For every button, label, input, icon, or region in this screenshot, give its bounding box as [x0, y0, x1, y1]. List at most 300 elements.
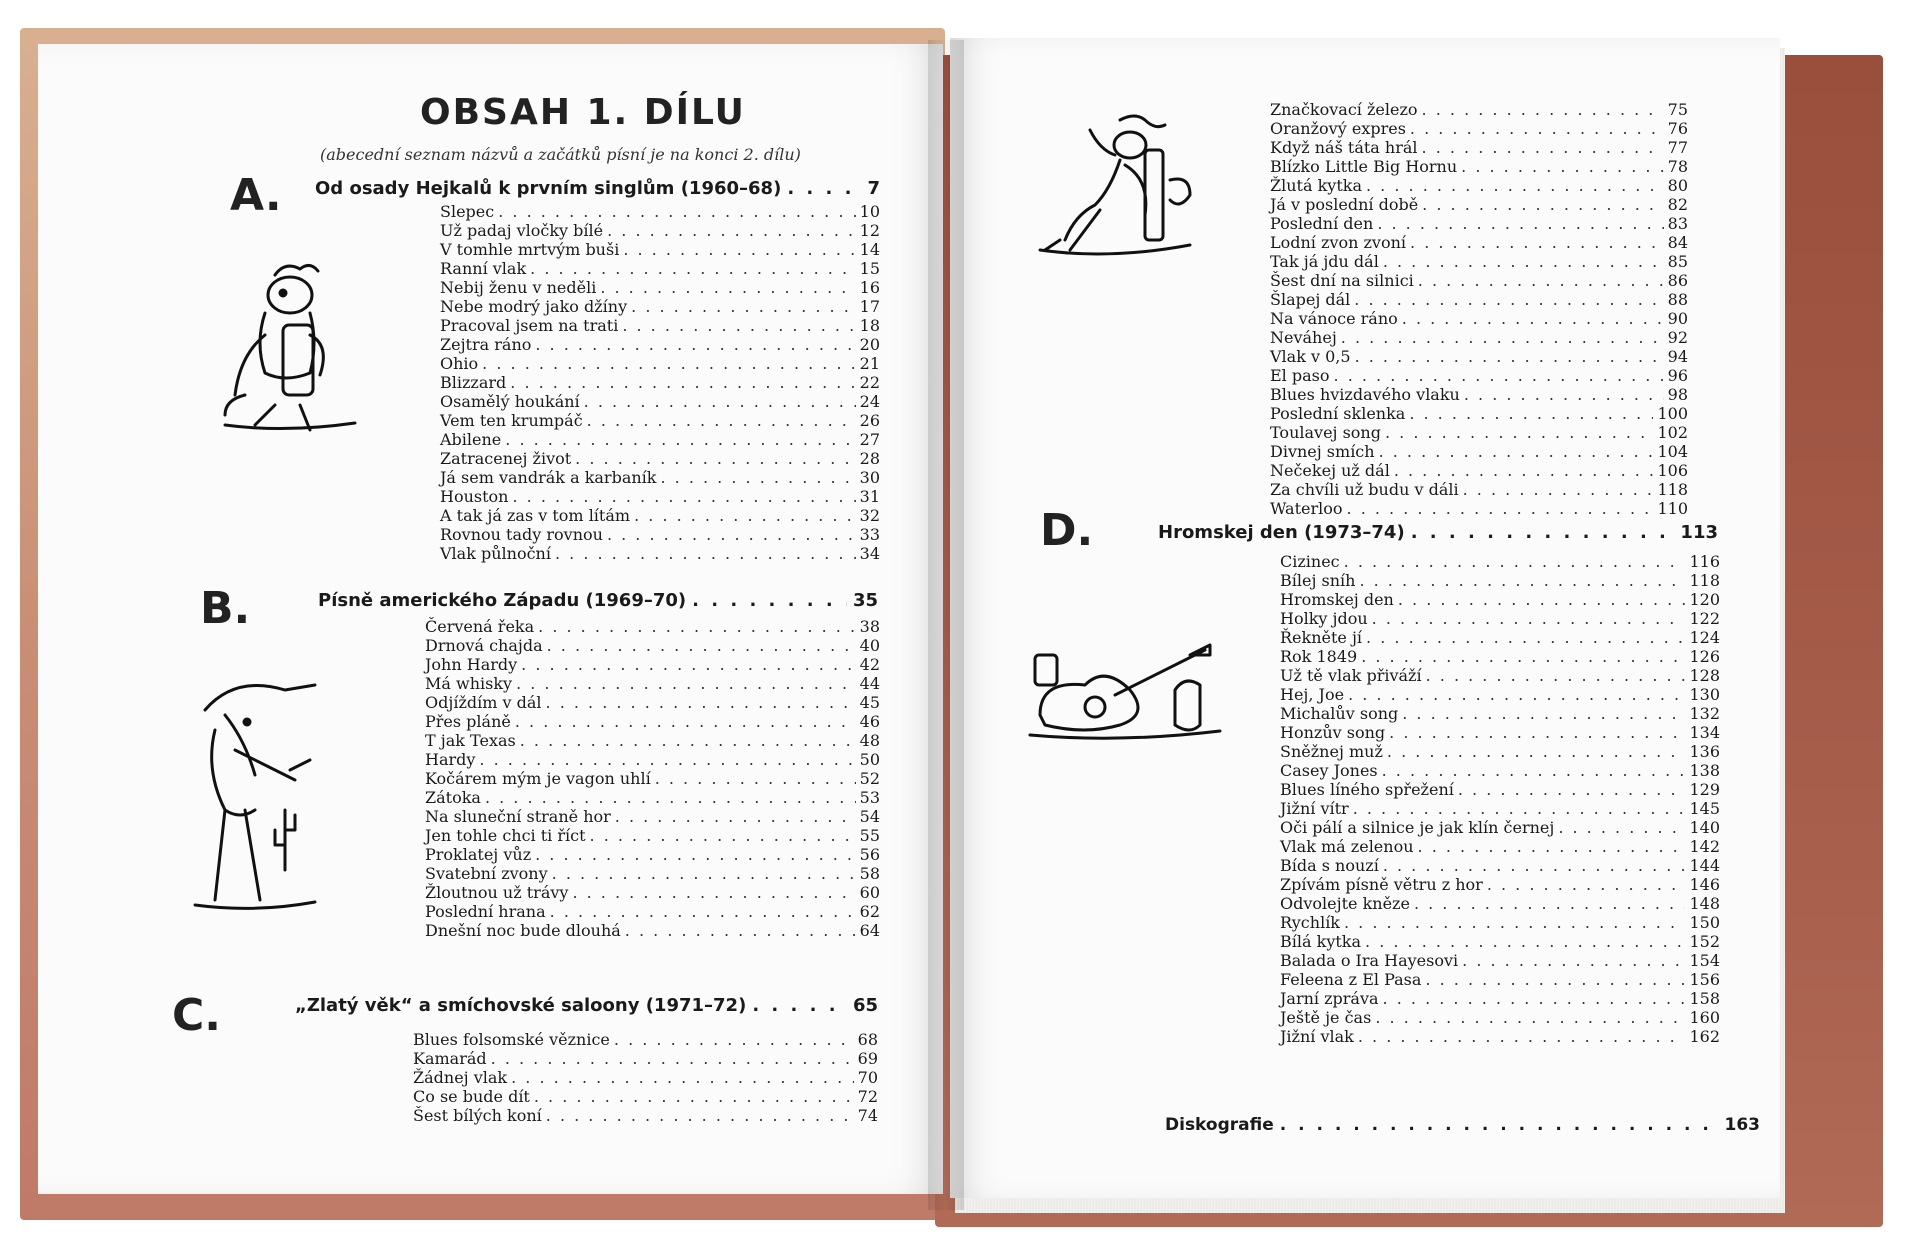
song-title: Přes pláně [425, 712, 511, 731]
toc-entry [1280, 704, 1720, 723]
song-page-number: 15 [859, 259, 880, 278]
leader-dots [623, 240, 855, 259]
toc-entry [1280, 780, 1720, 799]
song-page-number: 138 [1689, 761, 1720, 780]
leader-dots [787, 178, 861, 199]
song-page-number: 53 [859, 788, 880, 807]
toc-entry [413, 1049, 878, 1068]
toc-entry [425, 655, 880, 674]
leader-dots [1461, 157, 1663, 176]
song-title: Blues folsomské věznice [413, 1030, 610, 1049]
toc-entry [1280, 666, 1720, 685]
toc-entry [440, 297, 880, 316]
song-page-number: 24 [859, 392, 880, 411]
discography-entry [1165, 1115, 1760, 1135]
song-page-number: 56 [859, 845, 880, 864]
leader-dots [1375, 1008, 1685, 1027]
leader-dots [1402, 309, 1664, 328]
leader-dots [584, 392, 856, 411]
leader-dots [1385, 423, 1653, 442]
song-title: Vlak půlnoční [440, 544, 551, 563]
song-title: Blues líného spřežení [1280, 780, 1454, 799]
song-page-number: 52 [859, 769, 880, 788]
leader-dots [1418, 271, 1664, 290]
leader-dots [547, 636, 856, 655]
toc-entry [1270, 404, 1688, 423]
song-title: Ranní vlak [440, 259, 527, 278]
song-page-number: 12 [859, 221, 880, 240]
song-title: Jen tohle chci ti říct [425, 826, 586, 845]
discography-page: 163 [1724, 1115, 1760, 1135]
leader-dots [1383, 252, 1664, 271]
leader-dots [1348, 685, 1685, 704]
song-page-number: 18 [859, 316, 880, 335]
song-title: Odjíždím v dál [425, 693, 542, 712]
song-page-number: 96 [1667, 366, 1688, 385]
leader-dots [1383, 856, 1686, 875]
song-title: Michalův song [1280, 704, 1399, 723]
cartoon-fiddler-illustration [185, 670, 325, 920]
song-page-number: 26 [859, 411, 880, 430]
song-title: Poslední hrana [425, 902, 546, 921]
toc-entry [1270, 290, 1688, 309]
toc-entry [1270, 442, 1688, 461]
song-page-number: 122 [1689, 609, 1720, 628]
song-page-number: 16 [859, 278, 880, 297]
song-page-number: 116 [1689, 552, 1720, 571]
song-title: A tak já zas v tom lítám [440, 506, 631, 525]
leader-dots [1425, 970, 1685, 989]
leader-dots [622, 316, 855, 335]
leader-dots [1462, 951, 1685, 970]
page-title: OBSAH 1. DÍLU [420, 92, 746, 133]
toc-entry [1270, 423, 1688, 442]
toc-entry [1280, 761, 1720, 780]
leader-dots [555, 544, 856, 563]
song-page-number: 145 [1689, 799, 1720, 818]
toc-entry [425, 731, 880, 750]
cartoon-jumping-cowboy-illustration [1020, 110, 1210, 270]
song-title: Zejtra ráno [440, 335, 532, 354]
section-d-list [1280, 552, 1720, 1046]
leader-dots [1379, 442, 1654, 461]
toc-entry [1280, 571, 1720, 590]
song-title: Já v poslední době [1270, 195, 1419, 214]
leader-dots [546, 1106, 854, 1125]
song-page-number: 160 [1689, 1008, 1720, 1027]
toc-entry [440, 259, 880, 278]
song-title: Casey Jones [1280, 761, 1378, 780]
toc-entry [1270, 233, 1688, 252]
toc-entry [1280, 818, 1720, 837]
song-page-number: 134 [1689, 723, 1720, 742]
leader-dots [1372, 609, 1686, 628]
toc-entry [440, 449, 880, 468]
song-title: Rok 1849 [1280, 647, 1358, 666]
toc-entry [1280, 723, 1720, 742]
song-title: Nečekej už dál [1270, 461, 1390, 480]
song-page-number: 86 [1667, 271, 1688, 290]
leader-dots [590, 826, 856, 845]
song-page-number: 130 [1689, 685, 1720, 704]
song-title: Žloutnou už trávy [425, 883, 569, 902]
song-title: Toulavej song [1270, 423, 1381, 442]
book-gutter [928, 40, 964, 1210]
song-page-number: 124 [1689, 628, 1720, 647]
toc-entry [425, 617, 880, 636]
song-title: Odvolejte kněze [1280, 894, 1410, 913]
song-page-number: 80 [1667, 176, 1688, 195]
song-title: Řekněte jí [1280, 628, 1363, 647]
song-title: Žádnej vlak [413, 1068, 508, 1087]
song-page-number: 83 [1667, 214, 1688, 233]
song-page-number: 40 [859, 636, 880, 655]
leader-dots [1359, 571, 1685, 590]
leader-dots [1382, 761, 1686, 780]
toc-entry [1280, 799, 1720, 818]
leader-dots [512, 487, 855, 506]
song-title: Abilene [440, 430, 502, 449]
toc-entry [1270, 461, 1688, 480]
toc-entry [1280, 628, 1720, 647]
leader-dots [1344, 552, 1686, 571]
toc-entry [440, 487, 880, 506]
leader-dots [550, 902, 856, 921]
leader-dots [1411, 522, 1675, 543]
toc-entry [1280, 1008, 1720, 1027]
song-title: Lodní zvon zvoní [1270, 233, 1407, 252]
toc-entry [425, 674, 880, 693]
leader-dots [498, 202, 855, 221]
song-title: Dnešní noc bude dlouhá [425, 921, 621, 940]
song-page-number: 88 [1667, 290, 1688, 309]
song-title: Už padaj vločky bílé [440, 221, 604, 240]
song-title: Hej, Joe [1280, 685, 1345, 704]
song-page-number: 120 [1689, 590, 1720, 609]
song-title: Holky jdou [1280, 609, 1368, 628]
song-page-number: 45 [859, 693, 880, 712]
song-page-number: 10 [859, 202, 880, 221]
toc-entry [425, 826, 880, 845]
song-title: Vlak v 0,5 [1270, 347, 1351, 366]
toc-entry [1270, 499, 1688, 518]
song-page-number: 77 [1667, 138, 1688, 157]
song-page-number: 110 [1657, 499, 1688, 518]
section-b-list [425, 617, 880, 940]
song-title: Když náš táta hrál [1270, 138, 1418, 157]
toc-entry [1280, 970, 1720, 989]
leader-dots [600, 278, 855, 297]
song-title: Nebij ženu v neděli [440, 278, 597, 297]
song-page-number: 31 [859, 487, 880, 506]
song-title: T jak Texas [425, 731, 516, 750]
leader-dots [575, 449, 855, 468]
toc-entry [1270, 195, 1688, 214]
song-page-number: 22 [859, 373, 880, 392]
section-heading-text: Písně amerického Západu (1969–70) [318, 590, 687, 611]
leader-dots [655, 769, 856, 788]
toc-entry [1280, 932, 1720, 951]
leader-dots [479, 750, 855, 769]
section-a-heading [315, 178, 880, 199]
section-b-heading [318, 590, 878, 611]
toc-entry [440, 468, 880, 487]
song-title: Cizinec [1280, 552, 1340, 571]
toc-entry [1280, 951, 1720, 970]
leader-dots [1402, 704, 1685, 723]
toc-entry [425, 769, 880, 788]
song-title: Jižní vítr [1280, 799, 1349, 818]
song-page-number: 154 [1689, 951, 1720, 970]
song-page-number: 27 [859, 430, 880, 449]
leader-dots [538, 617, 855, 636]
song-page-number: 69 [857, 1049, 878, 1068]
toc-entry [440, 525, 880, 544]
section-page-number: 113 [1680, 522, 1718, 543]
song-page-number: 118 [1689, 571, 1720, 590]
toc-entry [1270, 157, 1688, 176]
leader-dots [1280, 1115, 1719, 1135]
song-title: Neváhej [1270, 328, 1337, 347]
song-page-number: 140 [1689, 818, 1720, 837]
song-page-number: 162 [1689, 1027, 1720, 1046]
song-title: Já sem vandrák a karbaník [440, 468, 657, 487]
song-page-number: 14 [859, 240, 880, 259]
leader-dots [1409, 404, 1653, 423]
song-page-number: 129 [1689, 780, 1720, 799]
song-page-number: 54 [859, 807, 880, 826]
leader-dots [1353, 799, 1686, 818]
song-page-number: 158 [1689, 989, 1720, 1008]
song-title: Na vánoce ráno [1270, 309, 1398, 328]
song-page-number: 78 [1667, 157, 1688, 176]
song-page-number: 44 [859, 674, 880, 693]
song-page-number: 75 [1667, 100, 1688, 119]
leader-dots [516, 674, 856, 693]
leader-dots [1422, 195, 1663, 214]
leader-dots [1354, 290, 1663, 309]
toc-entry [1280, 894, 1720, 913]
toc-entry [1280, 590, 1720, 609]
song-page-number: 70 [857, 1068, 878, 1087]
toc-entry [440, 240, 880, 259]
leader-dots [614, 1030, 854, 1049]
toc-entry [425, 807, 880, 826]
discography-label: Diskografie [1165, 1115, 1274, 1135]
song-page-number: 84 [1667, 233, 1688, 252]
leader-dots [1426, 666, 1686, 685]
song-title: Má whisky [425, 674, 513, 693]
song-page-number: 30 [859, 468, 880, 487]
toc-entry [440, 316, 880, 335]
song-page-number: 152 [1689, 932, 1720, 951]
song-title: Houston [440, 487, 509, 506]
leader-dots [1398, 590, 1686, 609]
song-page-number: 34 [859, 544, 880, 563]
toc-entry [1270, 214, 1688, 233]
song-title: Vlak má zelenou [1280, 837, 1414, 856]
leader-dots [552, 864, 856, 883]
song-page-number: 68 [857, 1030, 878, 1049]
section-c-continued-list [1270, 100, 1688, 518]
song-page-number: 142 [1689, 837, 1720, 856]
song-page-number: 42 [859, 655, 880, 674]
song-page-number: 90 [1667, 309, 1688, 328]
song-title: Jarní zpráva [1280, 989, 1379, 1008]
toc-entry [1280, 856, 1720, 875]
song-page-number: 100 [1657, 404, 1688, 423]
song-title: Blues hvizdavého vlaku [1270, 385, 1460, 404]
song-page-number: 102 [1657, 423, 1688, 442]
leader-dots [505, 430, 855, 449]
song-title: Bída s nouzí [1280, 856, 1379, 875]
song-page-number: 82 [1667, 195, 1688, 214]
song-page-number: 46 [859, 712, 880, 731]
toc-entry [425, 750, 880, 769]
song-title: Už tě vlak přiváží [1280, 666, 1422, 685]
song-title: Hromskej den [1280, 590, 1394, 609]
song-page-number: 72 [857, 1087, 878, 1106]
toc-entry [1270, 119, 1688, 138]
toc-entry [425, 864, 880, 883]
toc-entry [1280, 913, 1720, 932]
leader-dots [530, 259, 855, 278]
song-title: John Hardy [425, 655, 518, 674]
toc-entry [413, 1030, 878, 1049]
leader-dots [660, 468, 855, 487]
song-title: Jižní vlak [1280, 1027, 1354, 1046]
toc-entry [413, 1087, 878, 1106]
section-c-list [413, 1030, 878, 1125]
song-title: Blízko Little Big Hornu [1270, 157, 1458, 176]
section-heading-text: „Zlatý věk“ a smíchovské saloony (1971–72) [295, 995, 747, 1016]
toc-entry [1270, 366, 1688, 385]
section-c-heading [295, 995, 878, 1016]
toc-entry [1280, 875, 1720, 894]
leader-dots [634, 506, 856, 525]
leader-dots [1358, 1027, 1686, 1046]
leader-dots [1347, 499, 1654, 518]
leader-dots [1334, 366, 1664, 385]
song-page-number: 20 [859, 335, 880, 354]
toc-entry [425, 636, 880, 655]
section-page-number: 65 [852, 995, 878, 1016]
toc-entry [425, 693, 880, 712]
song-title: Značkovací železo [1270, 100, 1418, 119]
song-title: Balada o Ira Hayesovi [1280, 951, 1459, 970]
song-page-number: 28 [859, 449, 880, 468]
song-page-number: 132 [1689, 704, 1720, 723]
toc-entry [1270, 138, 1688, 157]
leader-dots [546, 693, 856, 712]
leader-dots [1458, 780, 1686, 799]
leader-dots [511, 1068, 854, 1087]
song-title: Ještě je čas [1280, 1008, 1372, 1027]
song-title: Nebe modrý jako džíny [440, 297, 628, 316]
leader-dots [1414, 894, 1686, 913]
toc-entry [425, 845, 880, 864]
leader-dots [1365, 932, 1685, 951]
song-page-number: 126 [1689, 647, 1720, 666]
song-page-number: 144 [1689, 856, 1720, 875]
song-title: Rovnou tady rovnou [440, 525, 603, 544]
leader-dots [1387, 742, 1686, 761]
section-a-list [440, 202, 880, 563]
song-title: Blizzard [440, 373, 507, 392]
toc-entry [1270, 328, 1688, 347]
leader-dots [1464, 385, 1664, 404]
song-page-number: 38 [859, 617, 880, 636]
song-title: Zátoka [425, 788, 481, 807]
song-title: Waterloo [1270, 499, 1343, 518]
song-title: Vem ten krumpáč [440, 411, 583, 430]
leader-dots [1355, 347, 1664, 366]
leader-dots [587, 411, 856, 430]
song-page-number: 104 [1657, 442, 1688, 461]
song-title: Poslední sklenka [1270, 404, 1406, 423]
song-title: Žlutá kytka [1270, 176, 1362, 195]
song-page-number: 64 [859, 921, 880, 940]
toc-entry [1270, 347, 1688, 366]
toc-entry [1270, 252, 1688, 271]
song-title: Bílej sníh [1280, 571, 1356, 590]
toc-entry [440, 430, 880, 449]
toc-entry [1270, 100, 1688, 119]
song-title: Svatební zvony [425, 864, 548, 883]
leader-dots [631, 297, 856, 316]
toc-entry [425, 921, 880, 940]
song-title: Kočárem mým je vagon uhlí [425, 769, 651, 788]
leader-dots [1361, 647, 1685, 666]
song-page-number: 148 [1689, 894, 1720, 913]
song-title: Šest bílých koní [413, 1106, 542, 1125]
song-title: Šlapej dál [1270, 290, 1351, 309]
song-title: Hardy [425, 750, 476, 769]
toc-entry [1270, 271, 1688, 290]
song-page-number: 106 [1657, 461, 1688, 480]
leader-dots [607, 221, 856, 240]
song-title: Slepec [440, 202, 495, 221]
song-title: Tak já jdu dál [1270, 252, 1379, 271]
leader-dots [1418, 837, 1686, 856]
toc-entry [425, 902, 880, 921]
leader-dots [1558, 818, 1685, 837]
leader-dots [1383, 989, 1686, 1008]
song-title: Bílá kytka [1280, 932, 1362, 951]
song-title: El paso [1270, 366, 1330, 385]
leader-dots [1377, 214, 1663, 233]
song-page-number: 136 [1689, 742, 1720, 761]
leader-dots [491, 1049, 854, 1068]
toc-entry [1270, 309, 1688, 328]
toc-entry [425, 883, 880, 902]
toc-entry [1270, 176, 1688, 195]
song-title: Ohio [440, 354, 479, 373]
song-title: Oranžový expres [1270, 119, 1406, 138]
song-title: Co se bude dít [413, 1087, 530, 1106]
leader-dots [1341, 328, 1664, 347]
toc-entry [440, 335, 880, 354]
song-page-number: 118 [1657, 480, 1688, 499]
toc-entry [1280, 742, 1720, 761]
toc-entry [440, 202, 880, 221]
song-title: Feleena z El Pasa [1280, 970, 1422, 989]
toc-entry [1280, 609, 1720, 628]
song-title: Osamělý houkání [440, 392, 580, 411]
leader-dots [535, 335, 855, 354]
leader-dots [1344, 913, 1685, 932]
section-c-letter: C. [172, 990, 222, 1041]
